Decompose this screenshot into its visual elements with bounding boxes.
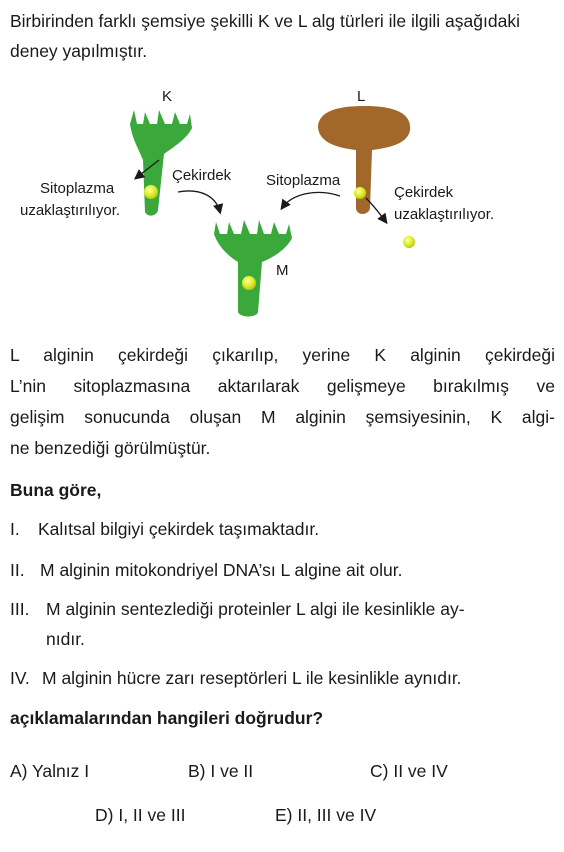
label-M: M [276, 262, 289, 279]
statement-number: II. [10, 560, 25, 580]
nucleus-L [354, 187, 366, 199]
label-uzaklastiriliyor-left: uzaklaştırılıyor. [20, 202, 121, 219]
question-stem: açıklamalarından hangileri doğrudur? [10, 708, 324, 728]
nucleus-M [242, 276, 256, 290]
paragraph-line: gelişim sonucunda oluşan M alginin şemsiyesinin, K algi- [10, 407, 555, 427]
option-D[interactable]: D) I, II ve III [95, 805, 186, 825]
statement-text: M alginin sentezlediği proteinler L algi ile kesinlikle ay- [46, 599, 465, 619]
label-sitoplazma-right: Sitoplazma [266, 172, 341, 189]
paragraph-line: L’nin sitoplazmasına aktarılarak gelişmeye bırakılmış ve [10, 376, 555, 396]
nucleus-K [144, 185, 158, 199]
label-L: L [357, 88, 366, 105]
statement-3 [10, 594, 555, 654]
label-cekirdek-mid: Çekirdek [172, 167, 232, 184]
statement-number: III. [10, 599, 30, 619]
arrow-K-to-M [178, 191, 220, 212]
label-sitoplazma-left: Sitoplazma [40, 180, 115, 197]
statement-4 [10, 663, 555, 693]
paragraph-line: ne benzediği görülmüştür. [10, 438, 211, 458]
question-intro: Birbirinden farklı şemsiye şekilli K ve L alg türleri ile ilgili aşağıdaki deney yapılmıştır. [10, 11, 520, 61]
lead-text: Buna göre, [10, 480, 102, 500]
statement-2 [10, 555, 555, 585]
statement-1 [10, 514, 555, 544]
experiment-figure [0, 78, 564, 328]
option-B[interactable]: B) I ve II [188, 761, 254, 781]
alga-diagram [0, 78, 564, 328]
alga-K [130, 110, 192, 216]
statement-number: I. [10, 519, 20, 539]
statement-text: Kalıtsal bilgiyi çekirdek taşımaktadır. [38, 519, 320, 539]
label-uzaklastiriliyor-right: uzaklaştırılıyor. [394, 206, 495, 223]
statement-continuation: nıdır. [46, 629, 85, 649]
label-K: K [162, 88, 173, 105]
label-cekirdek-right: Çekirdek [394, 184, 454, 201]
arrow-L-to-M [282, 192, 340, 208]
paragraph-line: L alginin çekirdeği çıkarılıp, yerine K alginin çekirdeği [10, 345, 555, 365]
option-A[interactable]: A) Yalnız I [10, 761, 90, 781]
statement-text: M alginin hücre zarı reseptörleri L ile kesinlikle aynıdır. [42, 668, 462, 688]
experiment-description [10, 340, 555, 464]
option-E[interactable]: E) II, III ve IV [275, 805, 377, 825]
removed-nucleus-L [403, 236, 415, 248]
statement-number: IV. [10, 668, 30, 688]
option-C[interactable]: C) II ve IV [370, 761, 448, 781]
statement-text: M alginin mitokondriyel DNA’sı L algine ait olur. [40, 560, 403, 580]
